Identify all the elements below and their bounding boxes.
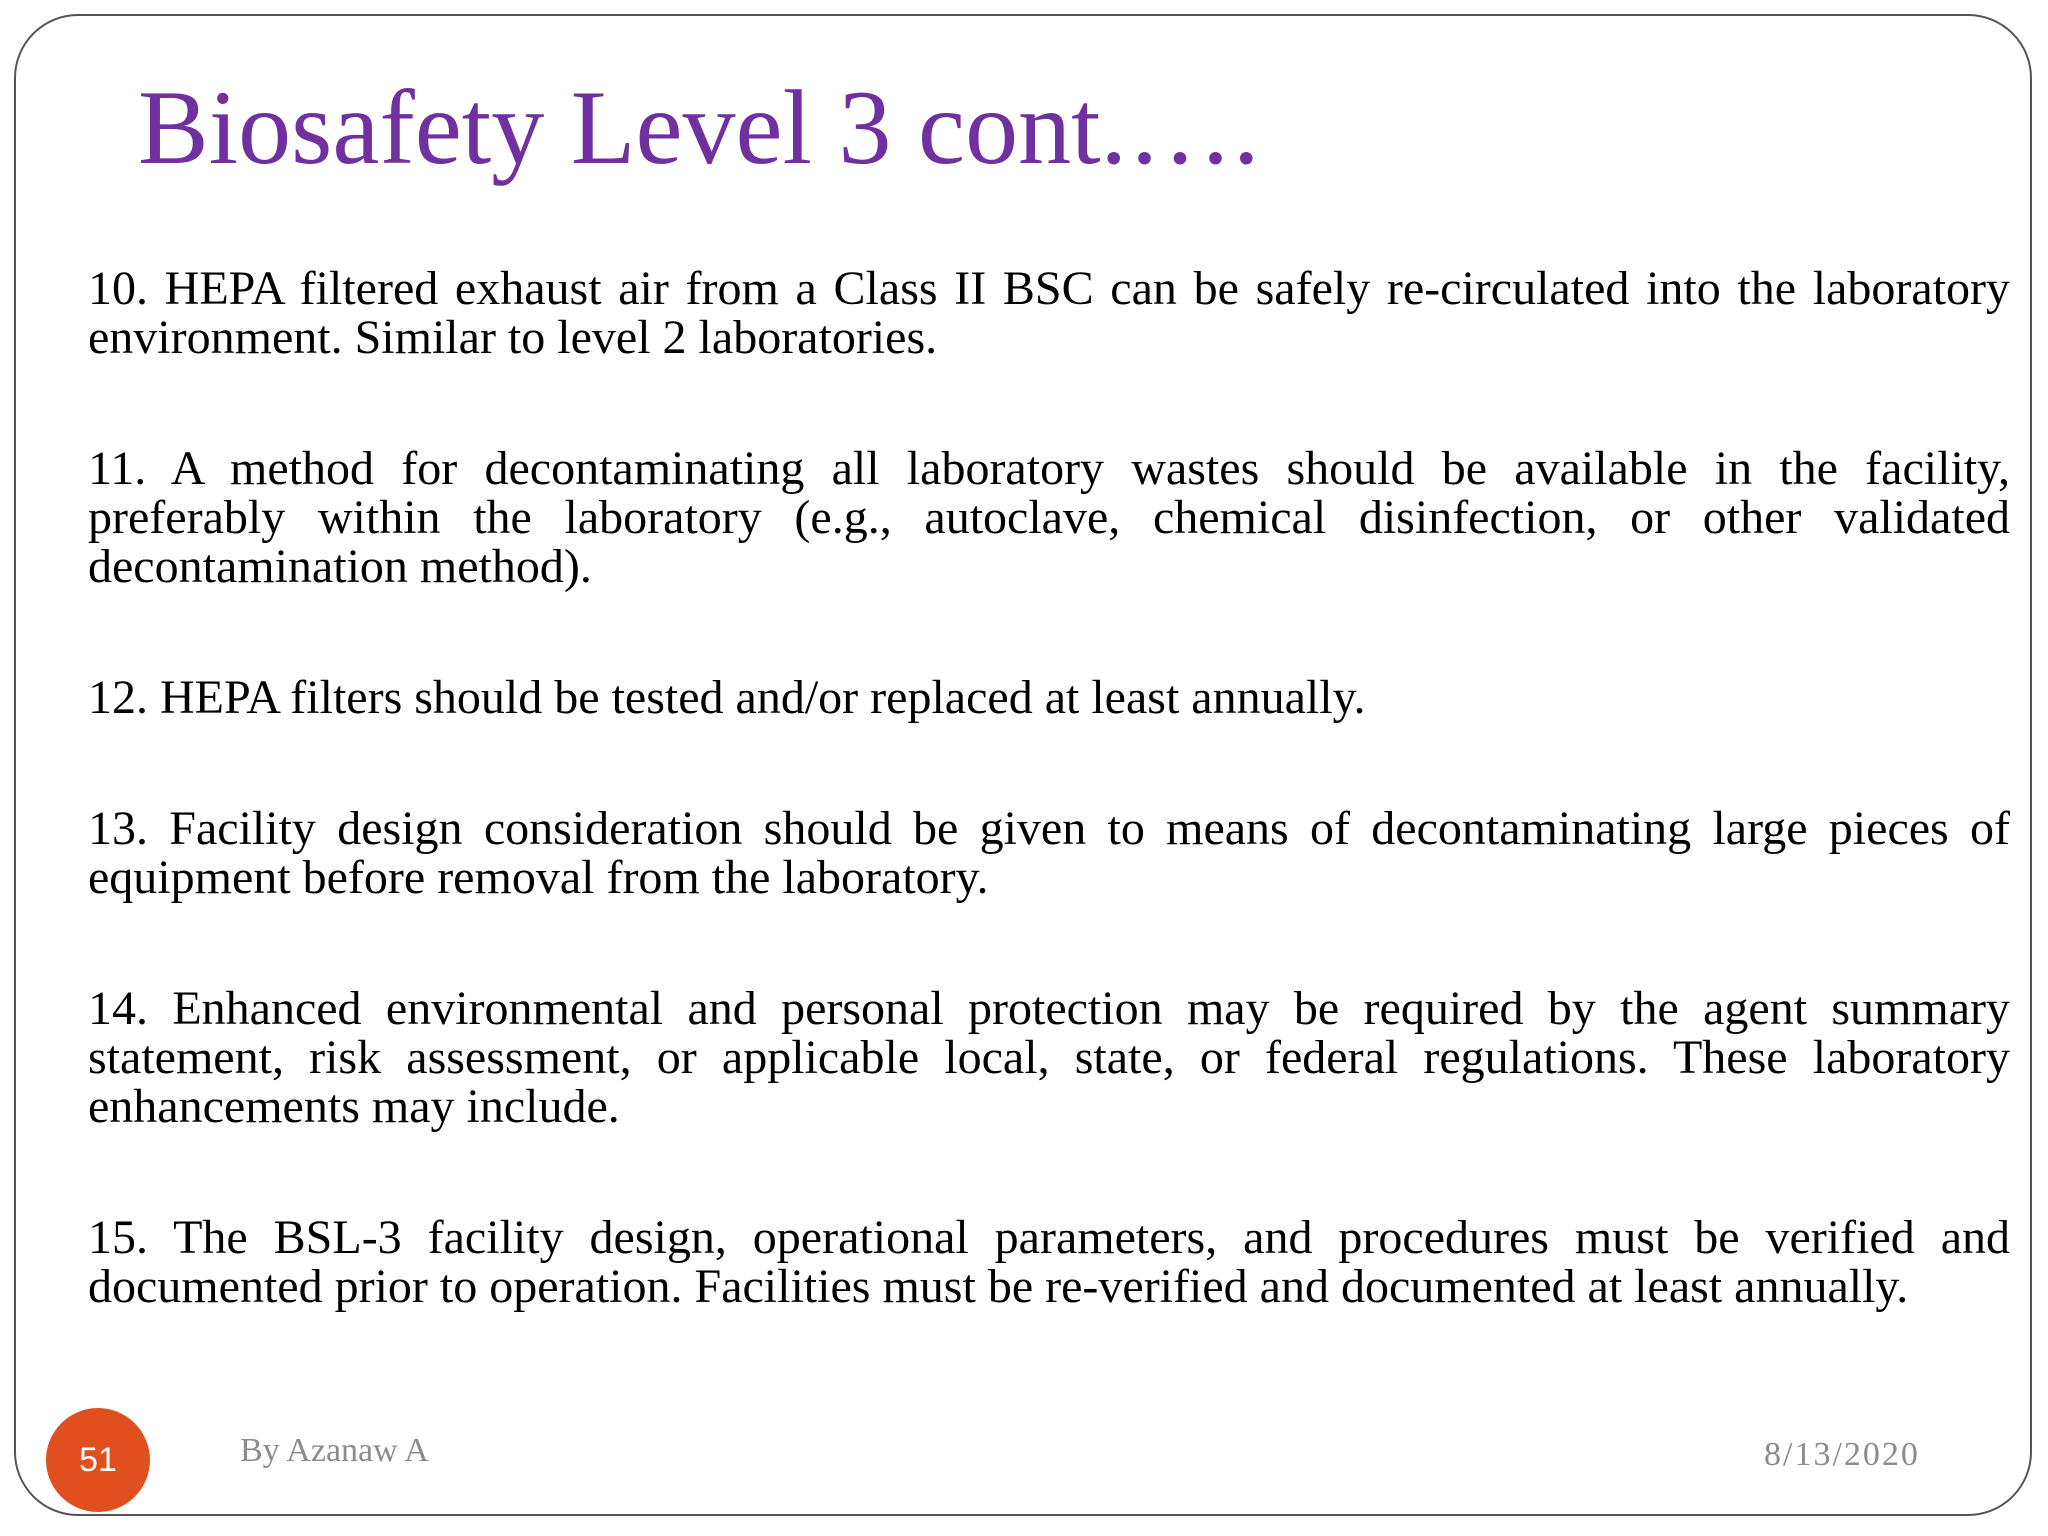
slide-title: Biosafety Level 3 cont.…. — [138, 69, 1260, 186]
slide-body — [88, 264, 2010, 1311]
paragraph-13: 13. Facility design consideration should be given to means of decontaminating large pieces of equipment before removal from the laboratory. — [88, 802, 2010, 904]
paragraph-12: 12. HEPA filters should be tested and/or replaced at least annually. — [88, 671, 1366, 724]
paragraph-10: 10. HEPA filtered exhaust air from a Class II BSC can be safely re-circulated into the laboratory environment. Similar to level 2 laboratories. — [88, 262, 2010, 364]
slide-frame — [14, 14, 2032, 1516]
footer-author: By Azanaw A — [240, 1432, 429, 1469]
paragraph-14: 14. Enhanced environmental and personal protection may be required by the agent summary statement, risk assessment, or applicable local, state, or federal regulations. These laboratory enhancements may include. — [88, 982, 2010, 1133]
paragraph-11: 11. A method for decontaminating all laboratory wastes should be available in the facility, preferably within the laboratory (e.g., autoclave, chemical disinfection, or other validated decontamination method). — [88, 442, 2010, 593]
paragraph-15: 15. The BSL-3 facility design, operational parameters, and procedures must be verified and documented prior to operation. Facilities must be re-verified and documented at least annually. — [88, 1211, 2010, 1313]
page-number-badge: 51 — [46, 1408, 150, 1512]
footer-date: 8/13/2020 — [1764, 1436, 1920, 1473]
